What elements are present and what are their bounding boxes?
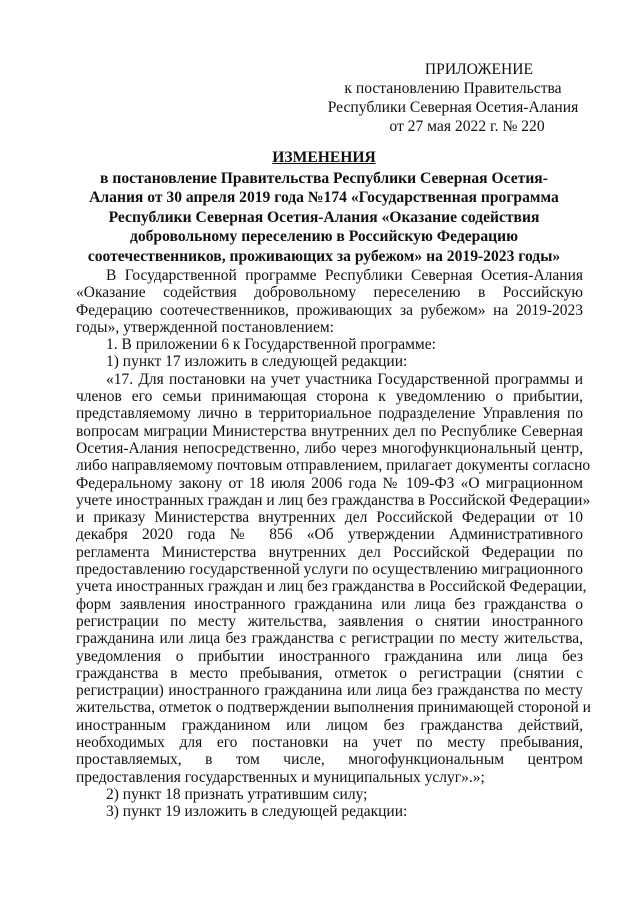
body-line: 2) пункт 18 признать утратившим силу; xyxy=(106,785,368,803)
body-line: проставляемых, в том числе, многофункциональным центром xyxy=(76,751,583,769)
body-line: Осетия-Алания непосредственно, либо через многофункциональный центр, xyxy=(76,439,583,457)
body-line: В Государственной программе Республики Северная Осетия-Алания xyxy=(106,267,583,284)
heading-line: Республики Северная Осетия-Алания «Оказание содействия xyxy=(108,208,540,226)
body-line: членов его семьи принимающая сторона к уведомлению о прибытии, xyxy=(76,388,583,406)
body-line: иностранным гражданином или лицом без гражданства действий, xyxy=(76,716,583,734)
body-line: 1. В приложении 6 к Государственной программе: xyxy=(106,336,436,354)
appendix-line: к постановлению Правительства xyxy=(344,80,562,97)
appendix-date: от 27 мая 2022 г. № 220 xyxy=(389,118,545,135)
body-line: либо направляемому почтовым отправлением, прилагает документы согласно xyxy=(76,457,591,475)
body-line: годы», утвержденной постановлением: xyxy=(76,318,334,336)
heading-line: добровольному переселению в Российскую Федерацию xyxy=(129,228,519,246)
body-line: уведомления о прибытии иностранного гражданина или лица без xyxy=(76,647,583,665)
body-line: «Оказание содействия добровольному переселению в Российскую xyxy=(76,284,583,302)
body-line: регламента Министерства внутренних дел Российской Федерации по xyxy=(76,543,583,561)
body-line: гражданства в место пребывания, отметок о регистрации (снятии с xyxy=(76,664,583,682)
appendix-block xyxy=(318,60,588,136)
body-line: вопросам миграции Министерства внутренних дел по Республике Северная xyxy=(76,422,583,440)
appendix-title: ПРИЛОЖЕНИЕ xyxy=(424,61,534,78)
body-line: регистрации) иностранного гражданина или лица без гражданства по месту xyxy=(76,682,583,700)
heading-word: ИЗМЕНЕНИЯ xyxy=(272,149,376,166)
document-body xyxy=(76,267,591,821)
body-line: учете иностранных граждан и лиц без гражданства в Российской Федерации» xyxy=(76,491,591,509)
body-line: 1) пункт 17 изложить в следующей редакции: xyxy=(106,353,408,371)
heading-line: Алания от 30 апреля 2019 года №174 «Государственная программа xyxy=(89,189,559,207)
body-line: Федеральному закону от 18 июля 2006 года № 109-ФЗ «О миграционном xyxy=(76,474,583,492)
body-line: жительства, отметок о подтверждении выполнения принимающей стороной и xyxy=(76,699,591,717)
body-line: «17. Для постановки на учет участника Государственной программы и xyxy=(106,370,583,388)
body-line: учета иностранных граждан и лиц без гражданства в Российской Федерации, xyxy=(76,578,587,596)
body-line: Федерацию соотечественников, проживающих за рубежом» на 2019-2023 xyxy=(76,301,583,319)
heading-line: в постановление Правительства Республики Северная Осетия- xyxy=(100,169,548,187)
body-line: предоставлению государственной услуги по осуществлению миграционного xyxy=(76,561,583,579)
document-heading xyxy=(70,148,578,267)
body-line: и приказу Министерства внутренних дел Российской Федерации от 10 xyxy=(76,509,583,527)
body-line: регистрации по месту жительства, заявления о снятии иностранного xyxy=(76,612,583,630)
body-line: форм заявления иностранного гражданина или лица без гражданства о xyxy=(76,595,583,613)
body-line: гражданина или лица без гражданства с регистрации по месту жительства, xyxy=(76,630,583,648)
body-line: предоставления государственных и муниципальных услуг».»; xyxy=(76,768,485,786)
appendix-line: Республики Северная Осетия-Алания xyxy=(327,99,579,116)
heading-line: соотечественников, проживающих за рубежом» на 2019-2023 годы» xyxy=(87,247,561,265)
body-line: 3) пункт 19 изложить в следующей редакции: xyxy=(106,803,408,821)
body-line: декабря 2020 года № 856 «Об утверждении Административного xyxy=(76,526,583,544)
body-line: представляемому лично в территориальное подразделение Управления по xyxy=(76,405,583,423)
body-line: необходимых для его постановки на учет по месту пребывания, xyxy=(76,734,583,752)
